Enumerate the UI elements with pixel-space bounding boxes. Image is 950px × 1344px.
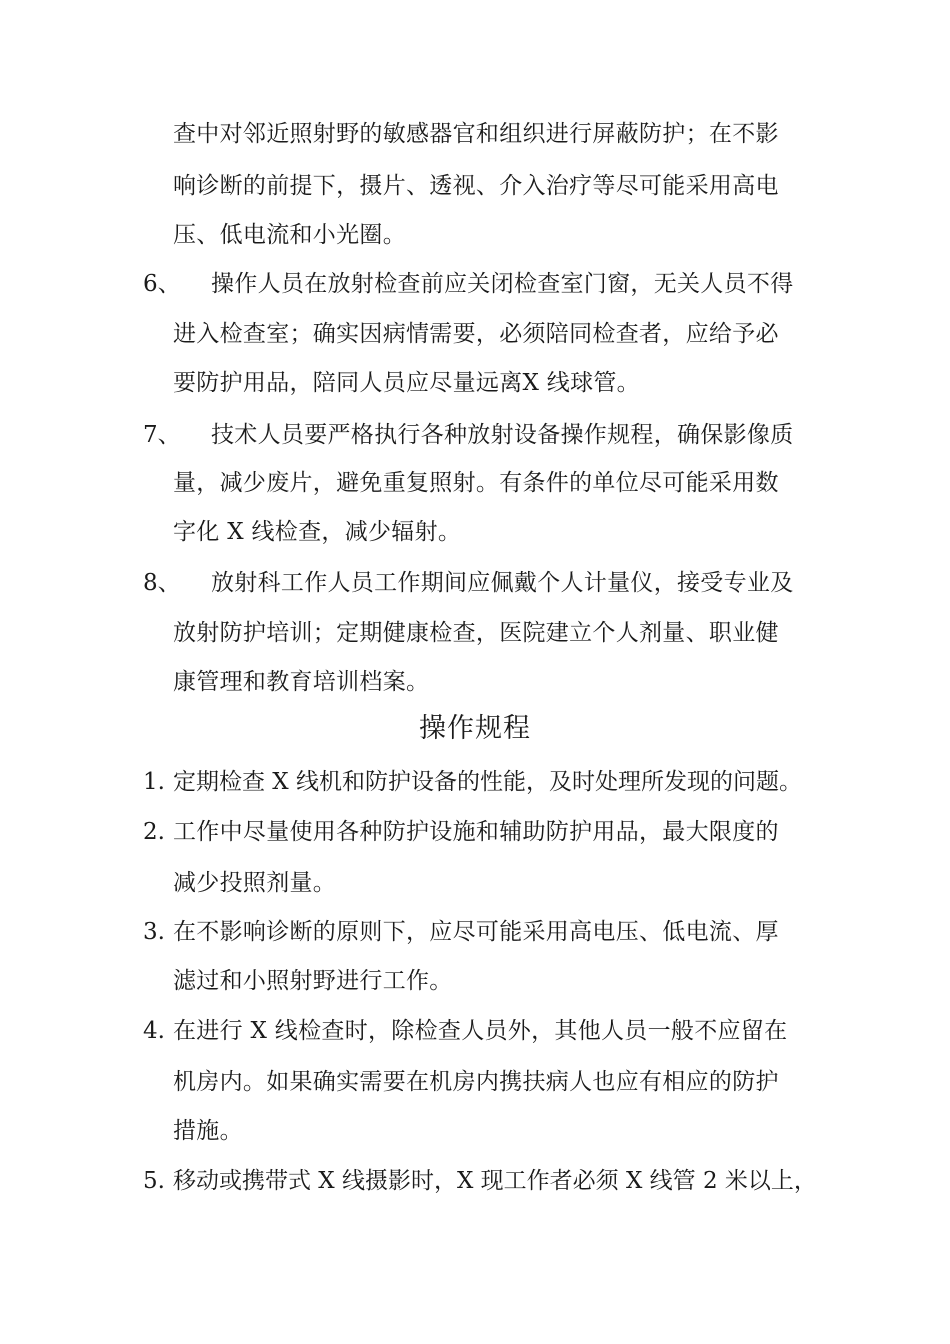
section-title: 操作规程 [419, 713, 531, 744]
rule-line: 放射防护培训；定期健康检查，医院建立个人剂量、职业健 [173, 620, 779, 646]
procedure-line: 定期检查 X 线机和防护设备的性能，及时处理所发现的问题。 [173, 769, 802, 795]
rule-marker: 7、 [143, 422, 181, 448]
intro-line: 压、低电流和小光圈。 [173, 222, 406, 248]
intro-line: 查中对邻近照射野的敏感器官和组织进行屏蔽防护；在不影 [173, 121, 779, 147]
rule-line: 放射科工作人员工作期间应佩戴个人计量仪，接受专业及 [211, 570, 794, 596]
rule-line: 字化 X 线检查，减少辐射。 [173, 519, 462, 545]
rule-line: 技术人员要严格执行各种放射设备操作规程，确保影像质 [211, 422, 794, 448]
rule-marker: 8、 [143, 570, 181, 596]
rule-line: 要防护用品，陪同人员应尽量远离X 线球管。 [173, 370, 640, 396]
rule-line: 操作人员在放射检查前应关闭检查室门窗，无关人员不得 [211, 271, 794, 297]
procedure-line: 在不影响诊断的原则下，应尽可能采用高电压、低电流、厚 [173, 919, 779, 945]
rule-line: 进入检查室；确实因病情需要，必须陪同检查者，应给予必 [173, 321, 779, 347]
procedure-marker: 5. [143, 1168, 165, 1194]
procedure-line: 措施。 [173, 1118, 243, 1144]
procedure-line: 工作中尽量使用各种防护设施和辅助防护用品，最大限度的 [173, 819, 779, 845]
procedure-line: 机房内。如果确实需要在机房内携扶病人也应有相应的防护 [173, 1069, 779, 1095]
procedure-line: 移动或携带式 X 线摄影时，X 现工作者必须 X 线管 2 米以上， [173, 1168, 817, 1194]
procedure-line: 滤过和小照射野进行工作。 [173, 968, 453, 994]
procedure-line: 减少投照剂量。 [173, 870, 337, 896]
procedure-marker: 1. [143, 769, 165, 795]
procedure-line: 在进行 X 线检查时，除检查人员外，其他人员一般不应留在 [173, 1018, 788, 1044]
procedure-marker: 3. [143, 919, 165, 945]
procedure-marker: 4. [143, 1018, 165, 1044]
procedure-marker: 2. [143, 819, 165, 845]
rule-line: 量，减少废片，避免重复照射。有条件的单位尽可能采用数 [173, 470, 779, 496]
intro-line: 响诊断的前提下，摄片、透视、介入治疗等尽可能采用高电 [173, 173, 779, 199]
rule-line: 康管理和教育培训档案。 [173, 669, 430, 695]
rule-marker: 6、 [143, 271, 181, 297]
